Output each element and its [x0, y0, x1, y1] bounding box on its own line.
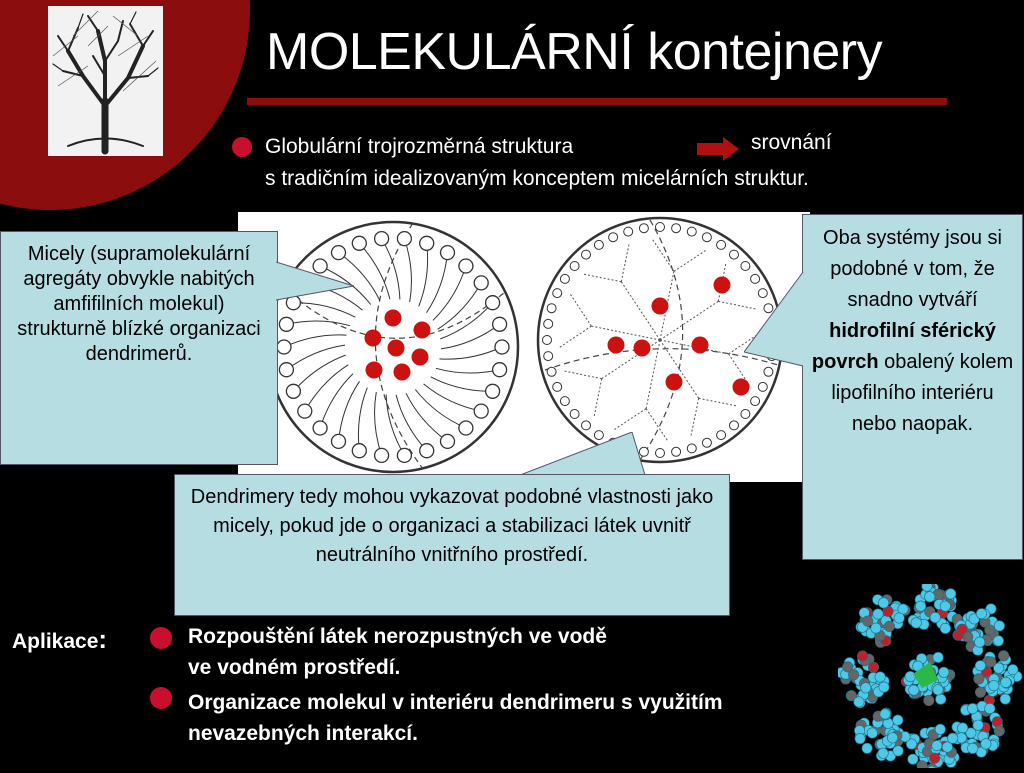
polar-head — [420, 444, 434, 458]
atom — [863, 616, 873, 626]
dendrimer-branch — [691, 398, 699, 437]
amphiphile-tail — [386, 395, 404, 456]
atom — [936, 694, 946, 704]
callout-micelles-text: Micely (supramolekulární agregáty obvykle nabitých amfifilních molekul) strukturně blízké organizaci dendrimerů. — [17, 243, 261, 365]
atom — [924, 695, 934, 705]
callout-right-bold: hidrofilní sférický povrch — [811, 320, 996, 373]
callout-micelles — [0, 231, 278, 465]
atom — [917, 761, 927, 768]
polar-head — [495, 340, 509, 354]
atom — [942, 742, 952, 752]
atom — [939, 667, 949, 677]
polar-head — [441, 434, 455, 448]
atom — [975, 661, 985, 671]
polar-head — [277, 340, 291, 354]
atom — [855, 733, 865, 743]
surface-group — [687, 444, 696, 453]
atom — [887, 733, 897, 743]
surface-group — [594, 240, 603, 249]
atom — [862, 743, 872, 753]
title-underline — [247, 98, 947, 105]
polar-head — [474, 276, 488, 290]
amphiphile-tail — [286, 345, 345, 370]
atom — [986, 657, 996, 667]
amphiphile-tail — [440, 347, 503, 359]
applications-colon: : — [98, 624, 108, 654]
atom — [909, 685, 919, 695]
surface-group — [543, 336, 552, 345]
dendrimer-branch — [558, 326, 591, 348]
surface-group — [741, 410, 750, 419]
atom — [975, 687, 985, 697]
polar-head — [279, 317, 293, 331]
atom — [994, 726, 1004, 736]
atom — [974, 674, 984, 684]
atom — [893, 746, 903, 756]
amphiphile-tail — [320, 374, 353, 428]
surface-group — [730, 421, 739, 430]
atom — [992, 717, 1002, 727]
guest-molecule — [666, 374, 683, 391]
polar-head — [375, 232, 389, 246]
polar-head — [332, 434, 346, 448]
amphiphile-tail — [419, 243, 428, 306]
surface-group — [547, 367, 556, 376]
surface-group — [751, 397, 760, 406]
guest-molecule — [394, 364, 411, 381]
dendrimer-branch — [652, 238, 674, 271]
atom — [894, 613, 904, 623]
applications-label-text: Aplikace — [12, 630, 99, 653]
amphiphile-tail — [433, 266, 466, 320]
amphiphile-tail — [441, 324, 500, 349]
dendrimer-branch — [699, 398, 738, 406]
bullet-icon — [150, 687, 172, 709]
guest-molecule — [692, 337, 709, 354]
atom — [968, 743, 978, 753]
atom — [940, 623, 950, 633]
surface-group — [582, 421, 591, 430]
amphiphile-tail — [284, 335, 347, 347]
polar-head — [397, 232, 411, 246]
atom — [998, 651, 1008, 661]
polar-head — [279, 363, 293, 377]
guest-molecule — [414, 322, 431, 339]
polar-head — [332, 246, 346, 260]
polar-head — [420, 236, 434, 250]
amphiphile-tail — [375, 392, 382, 455]
amphiphile-tail — [286, 321, 350, 326]
application-item — [188, 621, 607, 683]
polar-head — [286, 384, 300, 398]
surface-group — [547, 304, 556, 313]
surface-group — [656, 223, 665, 232]
polar-head — [486, 296, 500, 310]
guest-molecule — [365, 330, 382, 347]
surface-group — [553, 289, 562, 298]
callout-similarity — [802, 214, 1023, 560]
surface-group — [717, 431, 726, 440]
callout-micelles-pointer — [276, 260, 356, 310]
amphiphile-tail — [406, 393, 448, 441]
polar-head — [474, 404, 488, 418]
atom — [879, 682, 889, 692]
atom — [857, 651, 867, 661]
atom — [908, 754, 918, 764]
surface-group — [656, 449, 665, 458]
application-item-1-line1: Rozpouštění látek nerozpustných ve vodě — [188, 625, 607, 648]
atom — [981, 739, 991, 749]
atom — [930, 612, 940, 622]
dendrimer-branch — [563, 371, 602, 379]
guest-molecule — [412, 349, 429, 366]
bullet-icon — [150, 627, 172, 649]
atom — [957, 624, 967, 634]
surface-group — [560, 397, 569, 406]
page-title: MOLEKULÁRNÍ kontejnery — [266, 23, 883, 81]
atom — [985, 703, 995, 713]
surface-group — [730, 250, 739, 259]
surface-group — [553, 382, 562, 391]
atom — [967, 703, 977, 713]
polar-head — [352, 236, 366, 250]
dendrimer-branch — [621, 243, 629, 282]
tree-image — [48, 6, 163, 156]
dendrimer-branch — [570, 293, 592, 326]
atom — [935, 724, 945, 734]
surface-group — [570, 262, 579, 271]
amphiphile-tail — [436, 368, 500, 373]
polar-head — [459, 421, 473, 435]
surface-group — [702, 438, 711, 447]
atom — [993, 636, 1003, 646]
callout-dendrimers — [174, 474, 730, 616]
surface-group — [672, 447, 681, 456]
atom — [861, 683, 871, 693]
atom — [922, 584, 932, 591]
callout-center-text: Dendrimery tedy mohou vykazovat podobné vlastnosti jako micely, pokud jde o organizaci a stabilizaci látek uvnitř neutrálního vnitřního prostředí. — [190, 486, 714, 566]
guest-molecule — [733, 379, 750, 396]
callout-right-pre: Oba systémy jsou si podobné v tom, že snadno vytváří — [823, 227, 1002, 311]
application-item — [188, 687, 723, 749]
callout-right-pointer — [744, 270, 804, 370]
amphiphile-tail — [427, 253, 448, 313]
surface-group — [672, 224, 681, 233]
bullet-icon — [232, 137, 252, 157]
surface-group — [702, 233, 711, 242]
amphiphile-tail — [382, 239, 400, 300]
atom — [905, 671, 915, 681]
amphiphile-tail — [431, 377, 493, 392]
atom — [975, 637, 985, 647]
application-item-2-line2: nevazebných interakcí. — [188, 722, 418, 745]
polar-head — [493, 363, 507, 377]
guest-molecule — [388, 340, 405, 357]
atom — [930, 753, 940, 763]
surface-group — [639, 224, 648, 233]
application-item-1-line2: ve vodném prostředí. — [188, 656, 401, 679]
atom — [946, 589, 956, 599]
atom — [989, 680, 999, 690]
guest-molecule — [634, 340, 651, 357]
atom — [933, 685, 943, 695]
intro-line1: Globulární trojrozměrná struktura — [265, 135, 574, 158]
atom — [976, 609, 986, 619]
dendrimer-branch — [674, 250, 707, 272]
surface-group — [570, 410, 579, 419]
polar-head — [493, 317, 507, 331]
polar-head — [486, 384, 500, 398]
atom — [985, 625, 995, 635]
polar-head — [352, 444, 366, 458]
atom — [1000, 694, 1010, 704]
guest-molecule — [385, 310, 402, 327]
polar-head — [459, 259, 473, 273]
surface-group — [717, 240, 726, 249]
dendrimer-branch — [613, 409, 646, 431]
intro-line2: s tradičním idealizovaným konceptem micelárních struktur. — [265, 167, 809, 190]
guest-molecule — [366, 362, 383, 379]
surface-group — [560, 274, 569, 283]
amphiphile-tail — [339, 381, 360, 441]
surface-group — [544, 352, 553, 361]
dendrimer-branch — [660, 301, 718, 340]
surface-group — [582, 250, 591, 259]
amphiphile-tail — [305, 365, 349, 411]
polar-head — [441, 246, 455, 260]
atom — [880, 709, 890, 719]
atom — [916, 601, 926, 611]
applications-label — [12, 624, 107, 655]
atom — [878, 598, 888, 608]
polar-head — [397, 448, 411, 462]
application-item-2-line1: Organizace molekul v interiéru dendrimeru s využitím — [188, 691, 723, 714]
dendrimer-branch — [591, 326, 660, 340]
polar-head — [313, 421, 327, 435]
atom — [933, 652, 943, 662]
atom — [932, 740, 942, 750]
surface-group — [687, 227, 696, 236]
surface-group — [624, 227, 633, 236]
surface-group — [758, 382, 767, 391]
right-arrow-icon — [697, 137, 739, 161]
atom — [1001, 677, 1011, 687]
guest-molecule — [714, 277, 731, 294]
dendrimer-branch — [582, 274, 621, 282]
dendrimer-branch — [594, 379, 602, 418]
atom — [925, 592, 935, 602]
callout-right-post: obalený kolem lipofilního interiéru nebo naopak. — [831, 351, 1014, 435]
atom — [871, 623, 881, 633]
amphiphile-tail — [404, 239, 411, 302]
atom — [848, 670, 858, 680]
surface-group — [609, 233, 618, 242]
atom — [868, 662, 878, 672]
atom — [878, 748, 888, 758]
dendrimer-molecule-image — [838, 584, 1024, 768]
guest-molecule — [608, 337, 625, 354]
atom — [911, 618, 921, 628]
polar-head — [375, 448, 389, 462]
atom — [973, 720, 983, 730]
atom — [884, 621, 894, 631]
atom — [1008, 664, 1018, 674]
atom — [854, 697, 864, 707]
atom — [873, 609, 883, 619]
atom — [875, 672, 885, 682]
amphiphile-tail — [358, 388, 367, 451]
atom — [893, 715, 903, 725]
atom — [940, 601, 950, 611]
polar-head — [298, 404, 312, 418]
guest-molecule — [652, 298, 669, 315]
atom — [957, 723, 967, 733]
atom — [867, 728, 877, 738]
callout-center-pointer — [520, 432, 650, 476]
intro-compare: srovnání — [751, 131, 832, 154]
surface-group — [544, 319, 553, 328]
